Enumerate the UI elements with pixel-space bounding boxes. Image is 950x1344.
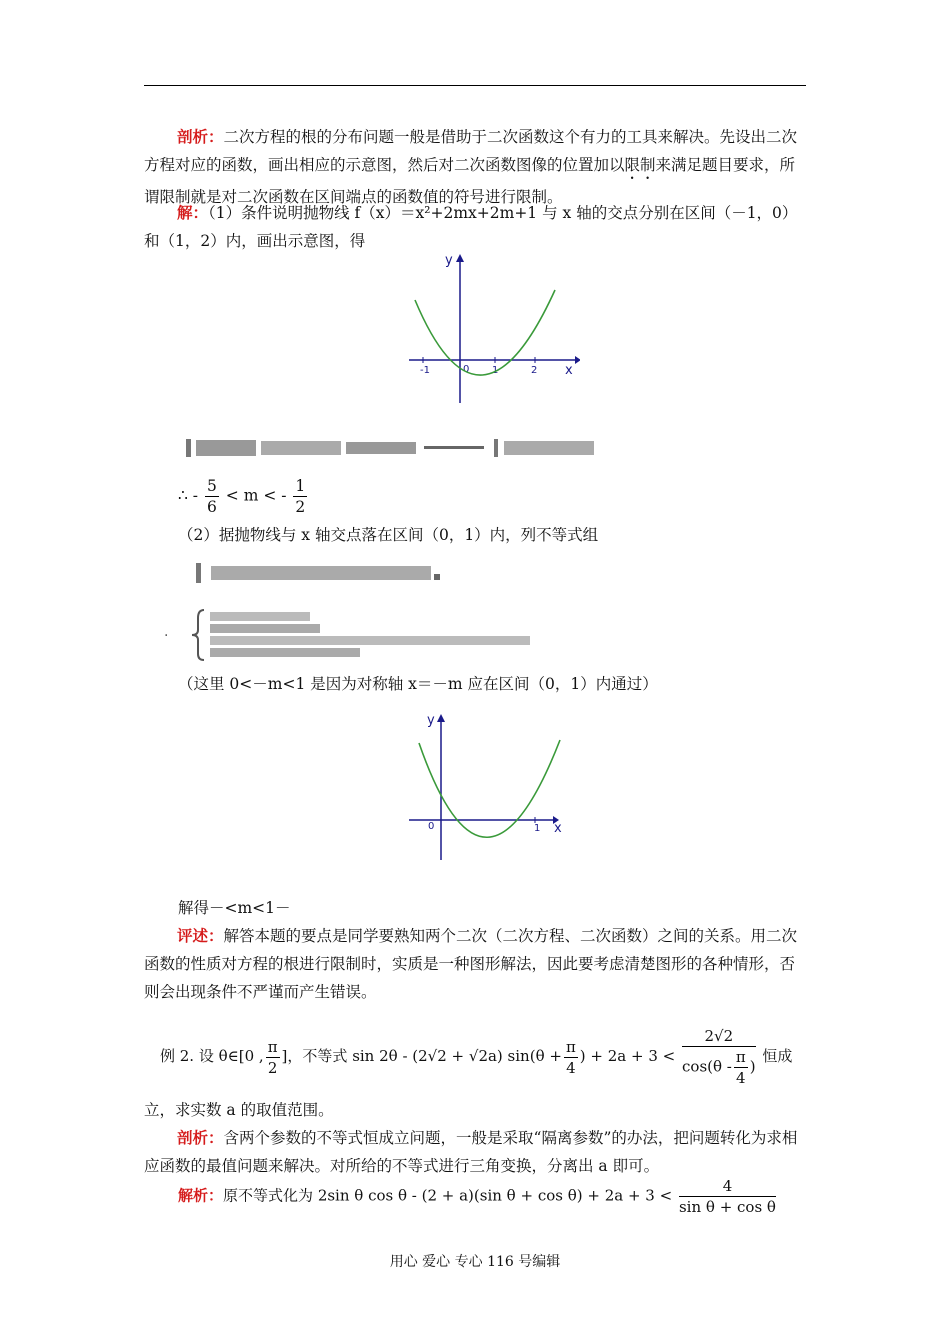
result-middle-text: < m < -	[225, 486, 287, 505]
comment-text: 解答本题的要点是同学要熟知两个二次（二次方程、二次函数）之间的关系。用二次函数的性质对方程的根进行限制时，实质是一种图形解法，因此要考虑清楚图形的各种情形，否则会出现条件不严谨而产生错误。	[144, 927, 798, 1001]
pi-over-2-denominator: 2	[267, 1058, 278, 1077]
pi-over-4-denominator: 4	[566, 1058, 576, 1077]
example2-prefix: 例 2. 设 θ∈[0 ,	[160, 1047, 264, 1065]
pi-over-4-numerator: π	[565, 1037, 576, 1056]
solution2-numerator: 4	[679, 1176, 776, 1197]
rhs-numerator: 2√2	[682, 1026, 756, 1047]
parabola-graph-2	[405, 708, 570, 868]
page-footer: 用心 爱心 专心 116 号编辑	[389, 1254, 561, 1270]
graph2-tick-0: 0	[428, 821, 435, 832]
rhs-fraction	[682, 1026, 756, 1088]
solution2-line	[178, 1176, 778, 1217]
graph1-parabola-curve	[415, 290, 555, 375]
analysis-paragraph-1	[144, 123, 808, 211]
fraction-5-6-numerator: 5	[206, 477, 217, 495]
example2-after-interval: ]，不等式	[281, 1047, 348, 1065]
rhs-pi-numerator: π	[735, 1048, 746, 1066]
example2-line	[160, 1026, 792, 1088]
rhs-denominator-right: )	[749, 1057, 756, 1076]
rhs-denominator	[682, 1047, 756, 1088]
graph1-tick-neg1: -1	[420, 365, 430, 376]
result-line-1	[178, 476, 309, 517]
blurred-inequality-system-1	[186, 437, 611, 459]
fraction-1-2-denominator: 2	[295, 498, 306, 516]
rhs-pi-denominator: 4	[736, 1069, 746, 1087]
example2-inequality-left: sin 2θ - (2√2 + √2a) sin(θ +	[352, 1047, 562, 1065]
solution-paragraph-1	[144, 199, 808, 255]
fraction-5-6-denominator: 6	[206, 498, 217, 516]
analysis-label: 剖析：	[177, 127, 224, 146]
solution2-denominator: sin θ + cos θ	[678, 1198, 776, 1216]
analysis-paragraph-2	[144, 1124, 808, 1180]
rhs-denominator-left: cos(θ -	[682, 1057, 732, 1076]
solution2-label: 解析：	[178, 1186, 224, 1205]
graph1-tick-1: 1	[492, 365, 499, 376]
blurred-inequality-system-3	[164, 608, 544, 662]
parabola-graph-1	[405, 250, 580, 410]
blurred-inequality-system-2	[196, 560, 446, 586]
note2-text: （这里 0<－m<1 是因为对称轴 x＝－m 应在区间（0，1）内通过）	[178, 675, 658, 693]
graph1-x-label: x	[565, 363, 573, 378]
graph2-tick-1: 1	[534, 823, 541, 834]
result2-text: 解得－<m<1－	[178, 899, 291, 917]
example2-line-2: 立，求实数 a 的取值范围。	[144, 1101, 334, 1119]
graph1-tick-2: 2	[531, 365, 538, 376]
header-rule	[144, 85, 806, 86]
comment-label: 评述：	[177, 926, 224, 945]
fraction-1-2-numerator: 1	[295, 477, 306, 495]
analysis-emphasis: 限制	[624, 156, 656, 174]
solution2-text: 原不等式化为	[223, 1186, 314, 1205]
solution-text: （1）条件说明抛物线 f（x）＝x²+2mx+2m+1 与 x 轴的交点分别在区间（－1，0）和（1，2）内，画出示意图，得	[144, 204, 798, 250]
therefore-symbol: ∴ -	[178, 486, 199, 505]
svg-text:·: ·	[164, 628, 169, 644]
graph2-x-label: x	[554, 821, 562, 836]
solution2-expression: 2sin θ cos θ - (2 + a)(sin θ + cos θ) + 2a + 3 <	[317, 1186, 673, 1205]
comment-paragraph	[144, 922, 808, 1006]
graph1-y-label: y	[445, 253, 453, 268]
graph1-tick-0: 0	[463, 364, 470, 375]
graph2-y-label: y	[427, 713, 435, 728]
pi-over-2-numerator: π	[267, 1037, 278, 1056]
analysis2-label: 剖析：	[177, 1128, 224, 1147]
analysis-text: 二次方程的根的分布问题一般是借助于二次函数这个有力的工具来解决。先设出二次方程对应的函数，画出相应的示意图，然后对二次函数图像的位置加以	[144, 128, 798, 174]
part2-text: （2）据抛物线与 x 轴交点落在区间（0，1）内，列不等式组	[178, 526, 599, 544]
example2-suffix: 恒成	[762, 1047, 793, 1065]
analysis2-text: 含两个参数的不等式恒成立问题，一般是采取“隔离参数”的办法，把问题转化为求相应函数的最值问题来解决。对所给的不等式进行三角变换，分离出 a 即可。	[144, 1129, 798, 1175]
solution-label: 解：	[177, 203, 209, 222]
analysis-text-2: 来满足题目要求，所谓限制就是对二次函数在区间端点的函数值的符号进行限制。	[144, 156, 796, 206]
example2-inequality-mid: ) + 2a + 3 <	[579, 1047, 676, 1065]
